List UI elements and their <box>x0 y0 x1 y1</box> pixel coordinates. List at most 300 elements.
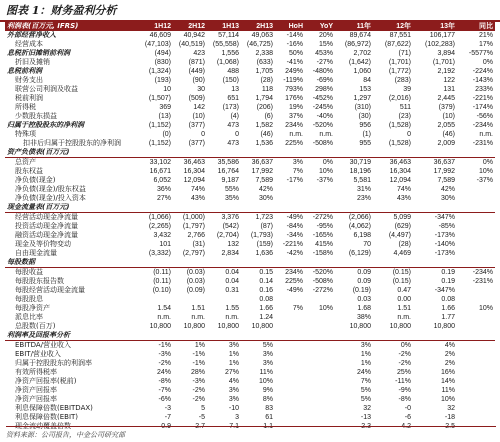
table-row <box>5 386 495 395</box>
table-cell: (1,528) <box>388 122 411 129</box>
row-label: 每股股息 <box>15 295 43 303</box>
table-cell <box>275 341 305 351</box>
table-cell: 12,094 <box>389 177 411 184</box>
row-label: 归属于控股股东的净利润 <box>7 121 84 129</box>
row-label: 经营成本 <box>15 40 43 48</box>
table-cell <box>275 386 305 395</box>
table-cell: (206) <box>256 104 273 111</box>
section-header-row <box>5 258 495 268</box>
table-cell: 0.19 <box>441 278 455 285</box>
table-cell: -10 <box>228 405 239 412</box>
table-cell: 74% <box>190 186 205 193</box>
table-cell <box>305 194 335 203</box>
table-cell <box>305 359 335 368</box>
table-cell: 30% <box>258 195 273 202</box>
table-cell: -34% <box>286 232 303 239</box>
table-cell: -221% <box>282 241 303 248</box>
table-cell: -119% <box>283 77 303 84</box>
table-cell: -27% <box>316 59 333 66</box>
table-cell: -480% <box>312 68 333 75</box>
table-cell: (0.03) <box>186 269 205 276</box>
table-cell: (1,152) <box>148 122 171 129</box>
table-cell: 0.04 <box>225 269 239 276</box>
table-cell: 3 <box>235 414 239 421</box>
row-label: 特殊项 <box>15 130 36 138</box>
table-cell: 1,723 <box>255 214 273 221</box>
row-label: 每股数据 <box>5 258 495 268</box>
table-cell: 4,469 <box>393 250 411 257</box>
table-cell: 234% <box>285 122 303 129</box>
table-cell: -95% <box>316 223 333 230</box>
table-cell: 234% <box>285 269 303 276</box>
table-cell: -347% <box>434 287 455 294</box>
row-label: 现金流动覆盖倍数 <box>15 422 71 430</box>
table-cell: 13 <box>231 86 239 93</box>
row-label: 投资活动现金净流量 <box>15 222 78 230</box>
table-cell: (2,265) <box>148 223 171 230</box>
table-cell: 0.00 <box>397 296 411 303</box>
table-cell: -1% <box>158 342 171 349</box>
table-cell: (2,066) <box>348 214 371 221</box>
table-cell: (173) <box>222 104 239 111</box>
table-cell: 36,637 <box>433 159 455 166</box>
table-cell: 2% <box>444 351 455 358</box>
table-cell: (159) <box>256 241 273 248</box>
table-row <box>5 76 495 85</box>
table-cell: n.m. <box>479 131 493 138</box>
row-label: 净负债(现金)/投入资本 <box>15 194 86 202</box>
table-cell: 5,099 <box>393 214 411 221</box>
table-cell: (0.09) <box>186 287 205 294</box>
table-cell <box>275 413 305 422</box>
table-cell: 1.24 <box>259 314 273 321</box>
table-cell: 16,304 <box>389 168 411 175</box>
table-row <box>5 377 495 386</box>
table-cell: 15% <box>318 41 333 48</box>
row-label: 总资产 <box>15 158 36 166</box>
table-cell: 49,063 <box>251 32 273 39</box>
table-cell <box>457 185 495 194</box>
table-cell: -2% <box>398 351 411 358</box>
table-cell: 32 <box>363 405 371 412</box>
table-row <box>5 176 495 185</box>
table-cell <box>457 368 495 377</box>
table-cell: 30% <box>440 195 455 202</box>
header-cell: 1H13 <box>207 22 241 31</box>
table-cell: (509) <box>188 95 205 102</box>
table-cell <box>457 286 495 295</box>
section-header-row <box>5 148 495 158</box>
table-row <box>5 231 495 240</box>
table-cell: -224% <box>472 68 493 75</box>
table-cell: (4,497) <box>388 232 411 239</box>
table-cell: -158% <box>312 250 333 257</box>
table-cell: -508% <box>312 278 333 285</box>
row-label: 自由现金流量 <box>15 249 57 257</box>
table-cell: 0% <box>322 159 333 166</box>
table-cell: 176% <box>285 95 303 102</box>
table-cell: 37% <box>288 113 303 120</box>
table-cell: 2.7 <box>195 423 205 430</box>
row-label: 资产负债表(百万元) <box>5 148 495 158</box>
table-cell <box>275 313 305 322</box>
table-cell: 122 <box>443 77 455 84</box>
table-cell <box>207 295 241 304</box>
table-row <box>5 322 495 331</box>
table-cell: (830) <box>154 59 171 66</box>
table-cell: 10,800 <box>349 323 371 330</box>
table-cell <box>457 322 495 331</box>
table-cell: -49% <box>286 287 303 294</box>
table-cell <box>457 213 495 223</box>
table-cell: 27% <box>156 195 171 202</box>
table-cell: 36,463 <box>183 159 205 166</box>
table-cell: (1,066) <box>148 214 171 221</box>
table-cell: 8% <box>262 396 273 403</box>
table-cell: (193) <box>154 77 171 84</box>
table-cell <box>457 377 495 386</box>
table-cell: -234% <box>472 122 493 129</box>
table-cell: -508% <box>312 140 333 147</box>
table-cell: 10,800 <box>389 323 411 330</box>
table-row <box>5 222 495 231</box>
table-cell <box>457 350 495 359</box>
row-label: 派息比率 <box>15 313 43 321</box>
table-cell: 61 <box>265 414 273 421</box>
table-cell: 0.15 <box>259 269 273 276</box>
table-cell: (449) <box>188 68 205 75</box>
row-label: 联营公司利润及收益 <box>15 85 78 93</box>
table-cell: 84 <box>363 77 371 84</box>
table-cell: -520% <box>312 122 333 129</box>
table-cell: -2% <box>398 360 411 367</box>
table-cell: 36,637 <box>251 159 273 166</box>
table-cell <box>275 368 305 377</box>
header-cell: 2H13 <box>241 22 275 31</box>
table-row <box>5 103 495 112</box>
table-cell: 2,192 <box>437 68 455 75</box>
table-row <box>5 130 495 139</box>
row-label: 扣非后归属于控股股东的净利润 <box>23 139 121 147</box>
table-cell: 50% <box>288 50 303 57</box>
table-cell: 16% <box>440 369 455 376</box>
table-cell: -245% <box>312 104 333 111</box>
page-title: 图表 1：财务盈利分析 <box>0 0 500 22</box>
table-row <box>5 404 495 413</box>
table-cell: 142 <box>193 104 205 111</box>
header-label: 利润表(百万元, IFRS) <box>5 22 140 31</box>
table-cell: 1% <box>228 360 239 367</box>
table-cell: 7.1 <box>229 423 239 430</box>
table-cell: 0% <box>482 159 493 166</box>
table-cell: 0.9 <box>161 423 171 430</box>
table-cell: 1.66 <box>441 305 455 312</box>
table-cell: 17% <box>478 41 493 48</box>
table-cell: (1,797) <box>182 223 205 230</box>
table-row <box>5 295 495 304</box>
table-row <box>5 286 495 295</box>
table-cell <box>457 249 495 258</box>
table-cell: (2,704) <box>216 232 239 239</box>
row-label: 净资产回报率 <box>15 386 57 394</box>
table-row <box>5 413 495 422</box>
table-cell: 131 <box>443 86 455 93</box>
row-label: 折旧及摊销 <box>15 58 50 66</box>
table-cell <box>140 295 173 304</box>
table-cell <box>457 295 495 304</box>
table-cell: 43% <box>396 195 411 202</box>
table-cell: (542) <box>222 223 239 230</box>
table-row <box>5 277 495 286</box>
table-cell: 0% <box>482 59 493 66</box>
section-header-row <box>5 203 495 213</box>
table-cell: -165% <box>312 232 333 239</box>
table-cell: (0.11) <box>153 269 171 276</box>
table-cell: -7% <box>158 387 171 394</box>
row-label: 每股净资产 <box>15 304 50 312</box>
table-cell: 30,719 <box>349 159 371 166</box>
row-label: 现金流量表(百万元) <box>5 203 495 213</box>
row-label: 每股股东报告数 <box>15 277 64 285</box>
header-cell: 1H12 <box>140 22 173 31</box>
table-cell: -37% <box>316 177 333 184</box>
table-cell: -85% <box>438 223 455 230</box>
header-cell: 11年 <box>335 22 373 31</box>
table-cell: 39 <box>403 86 411 93</box>
row-label: 税前利润 <box>15 94 43 102</box>
row-label: 每股收益 <box>15 268 43 276</box>
table-cell: -3 <box>164 405 171 412</box>
table-cell: (86,972) <box>344 41 371 48</box>
table-cell: 1.66 <box>259 305 273 312</box>
table-cell: 2,009 <box>437 140 455 147</box>
header-cell: 同比 <box>457 22 495 31</box>
row-label: 净负债(现金)/股东权益 <box>15 185 86 193</box>
table-cell: (1,152) <box>148 140 171 147</box>
table-cell: (4) <box>230 113 239 120</box>
table-cell <box>457 313 495 322</box>
table-cell: (0.15) <box>392 278 411 285</box>
table-cell: (1,068) <box>216 59 239 66</box>
table-cell <box>305 413 335 422</box>
table-cell: (10) <box>192 113 205 120</box>
table-cell: 43% <box>190 195 205 202</box>
table-cell: 55% <box>224 186 239 193</box>
row-label: 少数股东损益 <box>15 112 57 120</box>
table-cell: 5% <box>360 396 371 403</box>
source-footnote: 资料来源：公司报告，中金公司研究部 <box>6 426 496 440</box>
table-cell: 10,800 <box>183 323 205 330</box>
table-row <box>5 58 495 67</box>
table-cell <box>275 295 305 304</box>
table-cell: (0) <box>162 131 171 138</box>
table-cell: 0.16 <box>259 287 273 294</box>
table-cell: -14% <box>286 32 303 39</box>
table-cell: 0.19 <box>441 269 455 276</box>
table-cell: 38% <box>356 314 371 321</box>
table-cell: 651 <box>227 95 239 102</box>
table-cell: 0 <box>407 131 411 138</box>
header-cell: 2H12 <box>173 22 207 31</box>
table-cell: 2% <box>444 360 455 367</box>
table-cell: (1,528) <box>388 140 411 147</box>
table-row <box>5 185 495 194</box>
table-cell: -221% <box>472 95 493 102</box>
table-cell: 10,800 <box>251 323 273 330</box>
table-row <box>5 85 495 94</box>
table-cell: 57,114 <box>218 32 239 39</box>
table-cell: 10,800 <box>149 323 171 330</box>
table-cell: (31) <box>192 241 205 248</box>
table-cell: 0.08 <box>259 296 273 303</box>
table-cell <box>457 404 495 413</box>
table-row <box>5 112 495 121</box>
table-cell: (379) <box>438 104 455 111</box>
table-cell: n.m. <box>319 131 333 138</box>
table-cell: (0.10) <box>152 287 171 294</box>
table-cell: (1,324) <box>148 68 171 75</box>
table-cell: -6 <box>404 414 411 421</box>
table-cell: 74% <box>396 186 411 193</box>
table-cell: (1,507) <box>148 95 171 102</box>
header-cell: 13年 <box>413 22 457 31</box>
table-cell: 5% <box>360 387 371 394</box>
table-cell <box>275 377 305 386</box>
table-cell: (1,701) <box>388 59 411 66</box>
table-cell: (1,772) <box>388 68 411 75</box>
table-cell: -3% <box>158 351 171 358</box>
table-cell: -11% <box>395 378 411 385</box>
table-cell: 1.54 <box>157 305 171 312</box>
row-label: 息税前利润 <box>7 67 42 75</box>
table-cell: -8% <box>398 396 411 403</box>
table-cell <box>275 322 305 331</box>
table-cell: 5% <box>262 342 273 349</box>
table-cell: (6,129) <box>348 250 371 257</box>
section-header-row <box>5 331 495 341</box>
table-row <box>5 194 495 203</box>
table-cell: 7% <box>360 378 371 385</box>
table-cell: -16% <box>286 41 303 48</box>
table-cell <box>457 395 495 404</box>
table-cell: 31% <box>356 186 371 193</box>
table-cell: 7% <box>292 305 303 312</box>
table-cell: (46,725) <box>246 41 273 48</box>
table-cell: (1,642) <box>348 59 371 66</box>
table-cell: 0.09 <box>357 278 371 285</box>
table-cell: 3% <box>360 342 371 349</box>
table-cell: -56% <box>476 113 493 120</box>
table-cell <box>305 185 335 194</box>
table-cell: 24% <box>356 369 371 376</box>
table-cell: 10% <box>318 305 333 312</box>
table-cell: n.m. <box>397 314 411 321</box>
table-cell: (0.03) <box>186 278 205 285</box>
table-cell: 2,702 <box>353 50 371 57</box>
row-label: 现金及等价物变动 <box>15 240 71 248</box>
header-cell: YoY <box>305 22 335 31</box>
table-cell: (28) <box>260 77 273 84</box>
table-cell <box>305 341 335 351</box>
table-cell: -42% <box>286 250 303 257</box>
table-cell: 0 <box>235 131 239 138</box>
row-label: 股东权益 <box>15 167 43 175</box>
table-cell: (1) <box>362 131 371 138</box>
table-cell: 19% <box>288 104 303 111</box>
table-cell: (1,701) <box>432 59 455 66</box>
table-cell: -8% <box>158 378 171 385</box>
table-cell: (87,622) <box>384 41 411 48</box>
table-cell: (629) <box>394 223 411 230</box>
table-cell: 1,060 <box>353 68 371 75</box>
table-cell: 1.55 <box>225 305 239 312</box>
table-row <box>5 67 495 76</box>
table-cell: 33,102 <box>149 159 171 166</box>
table-row <box>5 94 495 103</box>
table-cell: -452% <box>312 95 333 102</box>
table-cell: 7,589 <box>255 177 273 184</box>
table-cell: (47,103) <box>144 41 171 48</box>
table-cell <box>305 295 335 304</box>
table-row <box>5 240 495 249</box>
header-cell: 12年 <box>373 22 413 31</box>
table-cell: (6) <box>264 113 273 120</box>
row-label: 有效所得税率 <box>15 368 57 376</box>
row-label: EBITDA/营业收入 <box>15 341 71 349</box>
table-cell: -84% <box>286 223 303 230</box>
table-cell: 153 <box>359 86 371 93</box>
table-cell: 6,052 <box>153 177 171 184</box>
table-row <box>5 249 495 258</box>
row-label: 每股经营活动现金流量 <box>15 286 85 294</box>
table-cell: 423 <box>193 50 205 57</box>
table-row <box>5 167 495 176</box>
table-cell: -17% <box>286 177 303 184</box>
table-cell: 473 <box>227 122 239 129</box>
table-row <box>5 40 495 49</box>
table-cell: -40% <box>316 113 333 120</box>
table-cell <box>275 185 305 194</box>
table-cell: 36% <box>156 186 171 193</box>
table-cell: (871) <box>188 59 205 66</box>
table-cell: 1.68 <box>357 305 371 312</box>
table-cell: 11% <box>441 387 455 394</box>
table-cell: 2,055 <box>437 122 455 129</box>
table-cell: 5,581 <box>353 177 371 184</box>
table-row <box>5 313 495 322</box>
table-cell: (55,558) <box>212 41 239 48</box>
table-cell: -140% <box>434 241 455 248</box>
table-cell: 0.09 <box>357 269 371 276</box>
table-cell: 10% <box>440 396 455 403</box>
table-body <box>5 22 495 431</box>
table-cell: -173% <box>434 250 455 257</box>
table-cell <box>457 413 495 422</box>
table-cell: 0.47 <box>397 287 411 294</box>
header-cell: HoH <box>275 22 305 31</box>
row-label: EBIT/营业收入 <box>15 350 61 358</box>
table-cell: 3,432 <box>153 232 171 239</box>
table-cell: (46) <box>260 131 273 138</box>
table-cell: (13) <box>158 113 171 120</box>
table-cell: 1,297 <box>353 95 371 102</box>
table-cell: 42% <box>440 186 455 193</box>
row-label: 总股数(百万) <box>15 322 56 330</box>
table-cell: 2.3 <box>361 423 371 430</box>
table-cell: 6,198 <box>353 232 371 239</box>
table-row <box>5 268 495 278</box>
table-cell: (283) <box>394 77 411 84</box>
